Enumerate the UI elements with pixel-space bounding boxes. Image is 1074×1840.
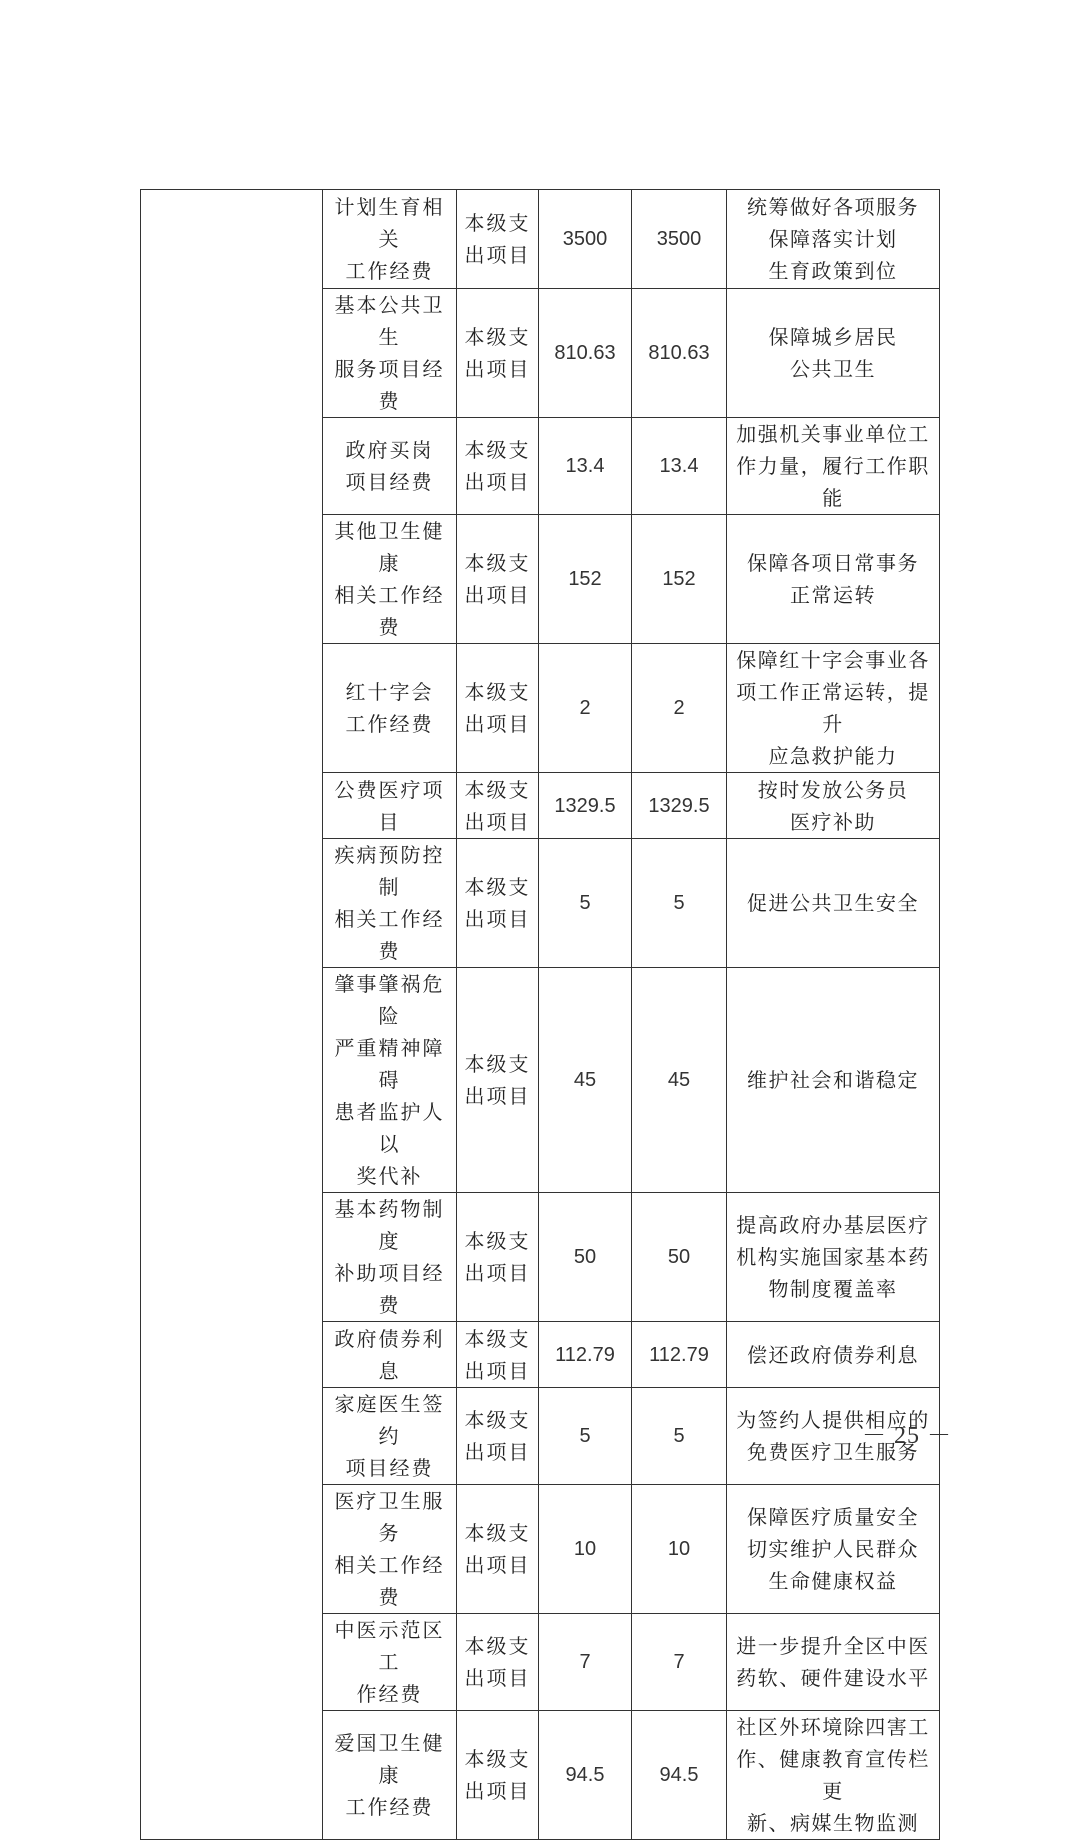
- goal-cell: 为签约人提供相应的 免费医疗卫生服务: [727, 1388, 940, 1485]
- project-name-cell: 爱国卫生健康 工作经费: [323, 1711, 457, 1840]
- budget-cell: 45: [539, 968, 632, 1193]
- amount-cell: 1329.5: [632, 773, 727, 839]
- amount-cell: 7: [632, 1614, 727, 1711]
- budget-cell: 2: [539, 644, 632, 773]
- amount-cell: 152: [632, 515, 727, 644]
- project-name-cell: 医疗卫生服务 相关工作经费: [323, 1485, 457, 1614]
- amount-cell: 45: [632, 968, 727, 1193]
- budget-cell: 94.5: [539, 1711, 632, 1840]
- amount-cell: 5: [632, 839, 727, 968]
- goal-cell: 偿还政府债券利息: [727, 1322, 940, 1388]
- goal-cell: 促进公共卫生安全: [727, 839, 940, 968]
- goal-cell: 保障城乡居民 公共卫生: [727, 289, 940, 418]
- budget-cell: 13.4: [539, 418, 632, 515]
- project-name-cell: 中医示范区工 作经费: [323, 1614, 457, 1711]
- budget-cell: 3500: [539, 190, 632, 289]
- project-type-cell: 本级支 出项目: [457, 418, 539, 515]
- project-type-cell: 本级支 出项目: [457, 190, 539, 289]
- goal-cell: 保障红十字会事业各 项工作正常运转，提升 应急救护能力: [727, 644, 940, 773]
- project-name-cell: 政府买岗 项目经费: [323, 418, 457, 515]
- budget-cell: 112.79: [539, 1322, 632, 1388]
- project-name-cell: 肇事肇祸危险 严重精神障碍 患者监护人以 奖代补: [323, 968, 457, 1193]
- goal-cell: 进一步提升全区中医 药软、硬件建设水平: [727, 1614, 940, 1711]
- budget-cell: 7: [539, 1614, 632, 1711]
- project-name-cell: 政府债券利息: [323, 1322, 457, 1388]
- budget-cell: 1329.5: [539, 773, 632, 839]
- project-name-cell: 基本药物制度 补助项目经费: [323, 1193, 457, 1322]
- amount-cell: 112.79: [632, 1322, 727, 1388]
- budget-cell: 152: [539, 515, 632, 644]
- amount-cell: 94.5: [632, 1711, 727, 1840]
- amount-cell: 2: [632, 644, 727, 773]
- budget-cell: 50: [539, 1193, 632, 1322]
- project-name-cell: 疾病预防控制 相关工作经费: [323, 839, 457, 968]
- budget-cell: 5: [539, 1388, 632, 1485]
- project-type-cell: 本级支 出项目: [457, 968, 539, 1193]
- project-name-cell: 家庭医生签约 项目经费: [323, 1388, 457, 1485]
- project-name-cell: 计划生育相关 工作经费: [323, 190, 457, 289]
- goal-cell: 保障医疗质量安全 切实维护人民群众 生命健康权益: [727, 1485, 940, 1614]
- project-name-cell: 基本公共卫生 服务项目经费: [323, 289, 457, 418]
- category-cell: [141, 190, 323, 1840]
- project-type-cell: 本级支 出项目: [457, 289, 539, 418]
- amount-cell: 13.4: [632, 418, 727, 515]
- project-type-cell: 本级支 出项目: [457, 1485, 539, 1614]
- project-type-cell: 本级支 出项目: [457, 1193, 539, 1322]
- project-type-cell: 本级支 出项目: [457, 1388, 539, 1485]
- amount-cell: 50: [632, 1193, 727, 1322]
- amount-cell: 3500: [632, 190, 727, 289]
- table-row: [141, 190, 940, 289]
- goal-cell: 按时发放公务员 医疗补助: [727, 773, 940, 839]
- goal-cell: 统筹做好各项服务 保障落实计划 生育政策到位: [727, 190, 940, 289]
- table-body: [141, 190, 940, 1840]
- project-type-cell: 本级支 出项目: [457, 515, 539, 644]
- amount-cell: 810.63: [632, 289, 727, 418]
- goal-cell: 社区外环境除四害工 作、健康教育宣传栏更 新、病媒生物监测: [727, 1711, 940, 1840]
- amount-cell: 10: [632, 1485, 727, 1614]
- page-number: － 25 －: [862, 1423, 952, 1449]
- goal-cell: 提高政府办基层医疗 机构实施国家基本药 物制度覆盖率: [727, 1193, 940, 1322]
- project-type-cell: 本级支 出项目: [457, 1614, 539, 1711]
- project-type-cell: 本级支 出项目: [457, 1322, 539, 1388]
- project-type-cell: 本级支 出项目: [457, 1711, 539, 1840]
- project-type-cell: 本级支 出项目: [457, 839, 539, 968]
- budget-cell: 5: [539, 839, 632, 968]
- goal-cell: 加强机关事业单位工 作力量，履行工作职能: [727, 418, 940, 515]
- project-name-cell: 红十字会 工作经费: [323, 644, 457, 773]
- project-name-cell: 公费医疗项目: [323, 773, 457, 839]
- budget-cell: 10: [539, 1485, 632, 1614]
- project-type-cell: 本级支 出项目: [457, 644, 539, 773]
- project-type-cell: 本级支 出项目: [457, 773, 539, 839]
- project-name-cell: 其他卫生健康 相关工作经费: [323, 515, 457, 644]
- budget-table: [140, 189, 940, 1840]
- goal-cell: 维护社会和谐稳定: [727, 968, 940, 1193]
- budget-cell: 810.63: [539, 289, 632, 418]
- goal-cell: 保障各项日常事务 正常运转: [727, 515, 940, 644]
- amount-cell: 5: [632, 1388, 727, 1485]
